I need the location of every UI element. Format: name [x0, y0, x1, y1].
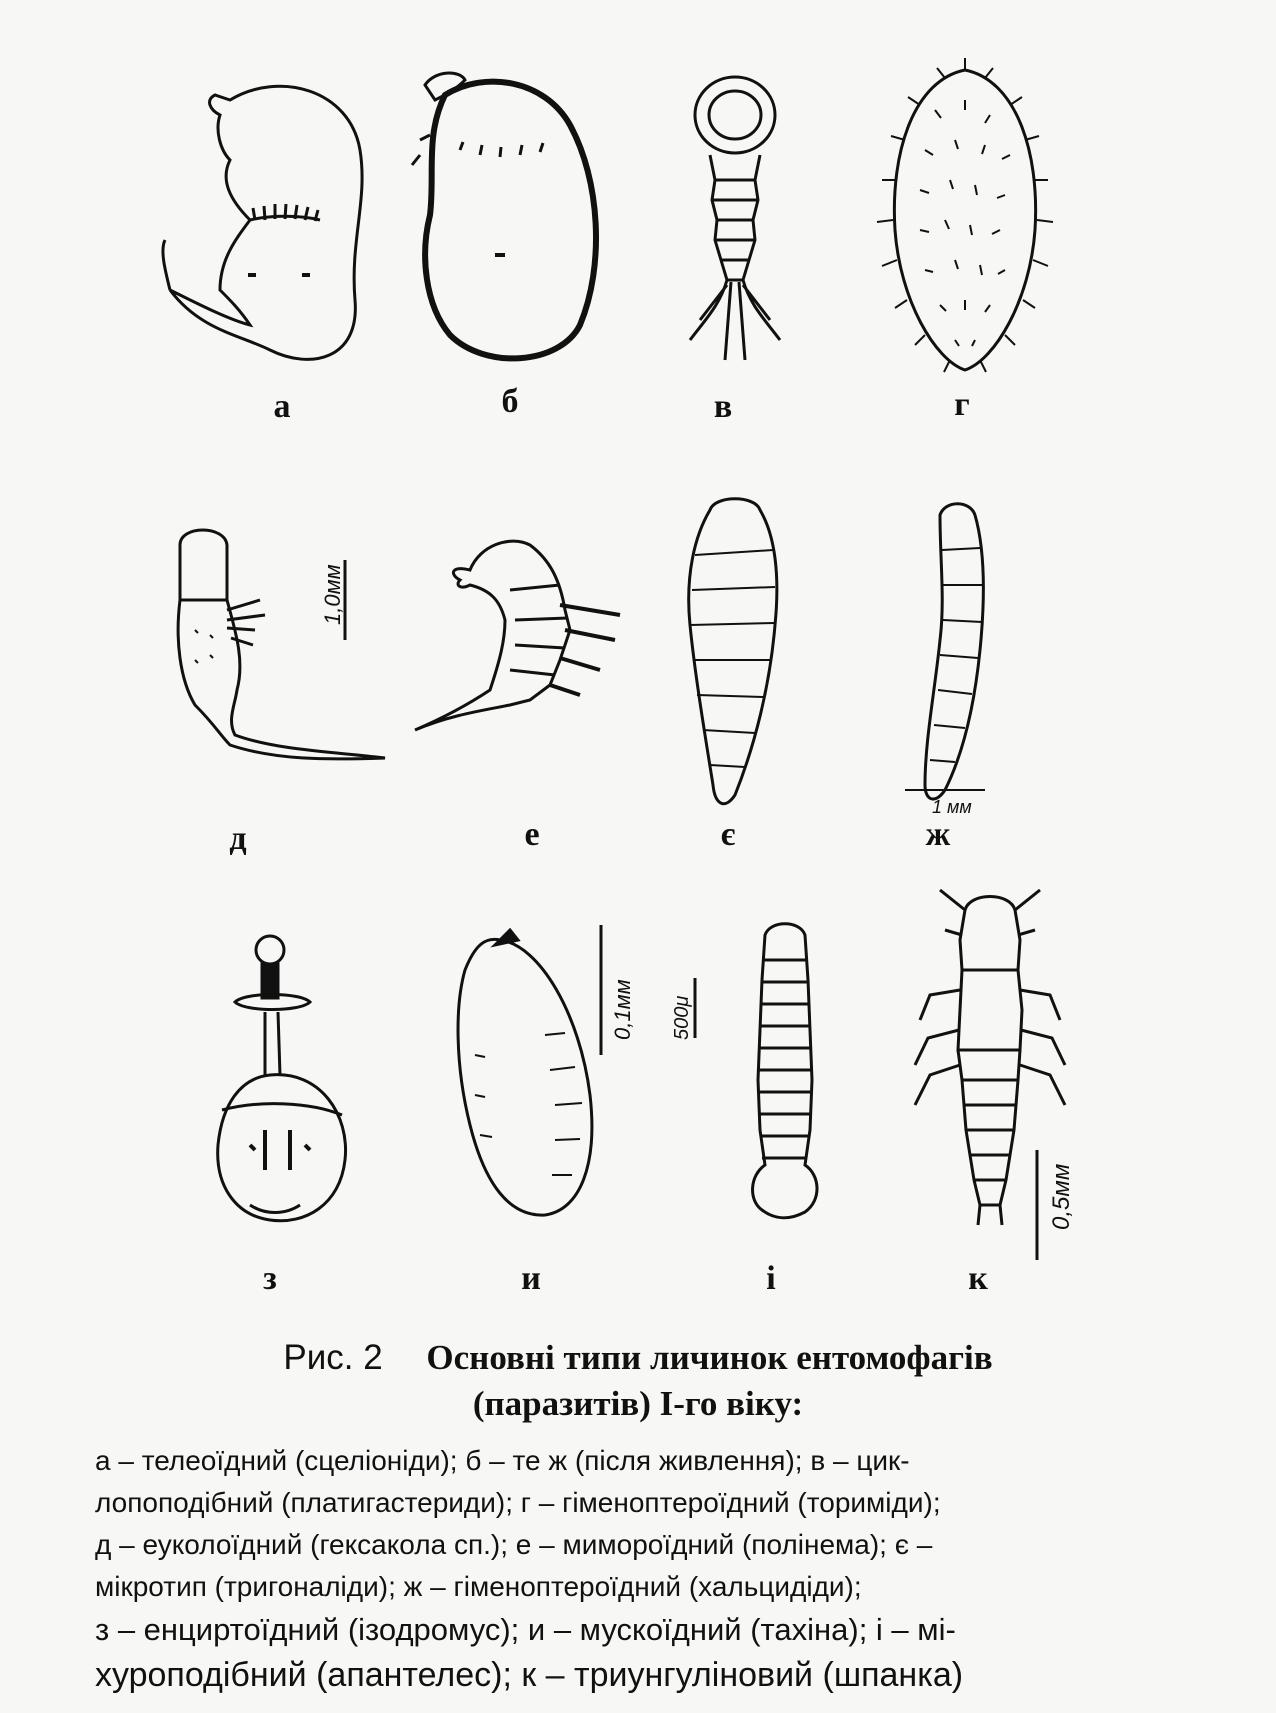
larva-ye-drawing — [665, 495, 795, 815]
larva-y-drawing — [440, 925, 600, 1225]
label-e: е — [524, 816, 540, 853]
label-y: и — [521, 1260, 541, 1297]
scale-bar-y — [596, 925, 606, 1055]
larva-g-drawing — [875, 60, 1055, 380]
caption-line-5: з – енциртоїдний (ізодромус); и – мускоїдний (тахіна); і – мі- — [95, 1612, 956, 1647]
caption-line-4: мікротип (тригоналіди); ж – гіменоптероїдний (хальцидіди); — [95, 1571, 862, 1602]
label-v: в — [713, 388, 733, 425]
scale-bar-k-label: 0,5мм — [1048, 1163, 1075, 1230]
label-g: г — [954, 386, 970, 423]
label-zh: ж — [925, 816, 951, 853]
caption-line-1: а – телеоїдний (сцеліоніди); б – те ж (після живлення); в – цик- — [95, 1445, 910, 1476]
label-d: д — [229, 820, 247, 857]
label-a: а — [273, 388, 291, 425]
larva-zh-drawing — [900, 500, 1020, 820]
label-k: к — [968, 1260, 988, 1297]
figure-number: Рис. 2 — [283, 1338, 383, 1377]
larva-e-drawing — [410, 530, 660, 750]
figure-caption-body — [95, 1440, 1215, 1698]
larva-b-drawing — [405, 65, 625, 375]
larva-a-drawing — [160, 70, 390, 380]
caption-line-2: лопоподібний (платигастериди); г – гіменоптероїдний (ториміди); — [95, 1487, 941, 1518]
scale-bar-d-label: 1,0мм — [320, 564, 345, 625]
caption-title-line-2: (паразитів) І-го віку: — [472, 1384, 804, 1423]
larva-v-drawing — [665, 70, 805, 370]
label-b: б — [501, 383, 519, 420]
scale-bar-y-label: 0,1мм — [610, 979, 635, 1040]
scale-bar-i-label: 500μ — [671, 995, 693, 1040]
figure-caption-title — [0, 1335, 1276, 1427]
label-z: з — [263, 1260, 277, 1297]
larva-z-drawing — [210, 930, 360, 1230]
caption-title-line-1: Основні типи личинок ентомофагів — [426, 1338, 993, 1377]
caption-line-6: хуроподібний (апантелес); к – триунгуліновий (шпанка) — [95, 1656, 964, 1694]
larva-i-drawing — [740, 920, 830, 1220]
label-ye: є — [720, 816, 736, 853]
larva-d-drawing — [165, 520, 395, 770]
scale-bar-k — [1032, 1150, 1042, 1260]
scale-bar-zh-label: 1 мм — [932, 797, 972, 817]
caption-line-3: д – еуколоїдний (гексакола сп.); е – мимороїдний (полінема); є – — [95, 1529, 933, 1560]
label-i: і — [766, 1260, 776, 1297]
